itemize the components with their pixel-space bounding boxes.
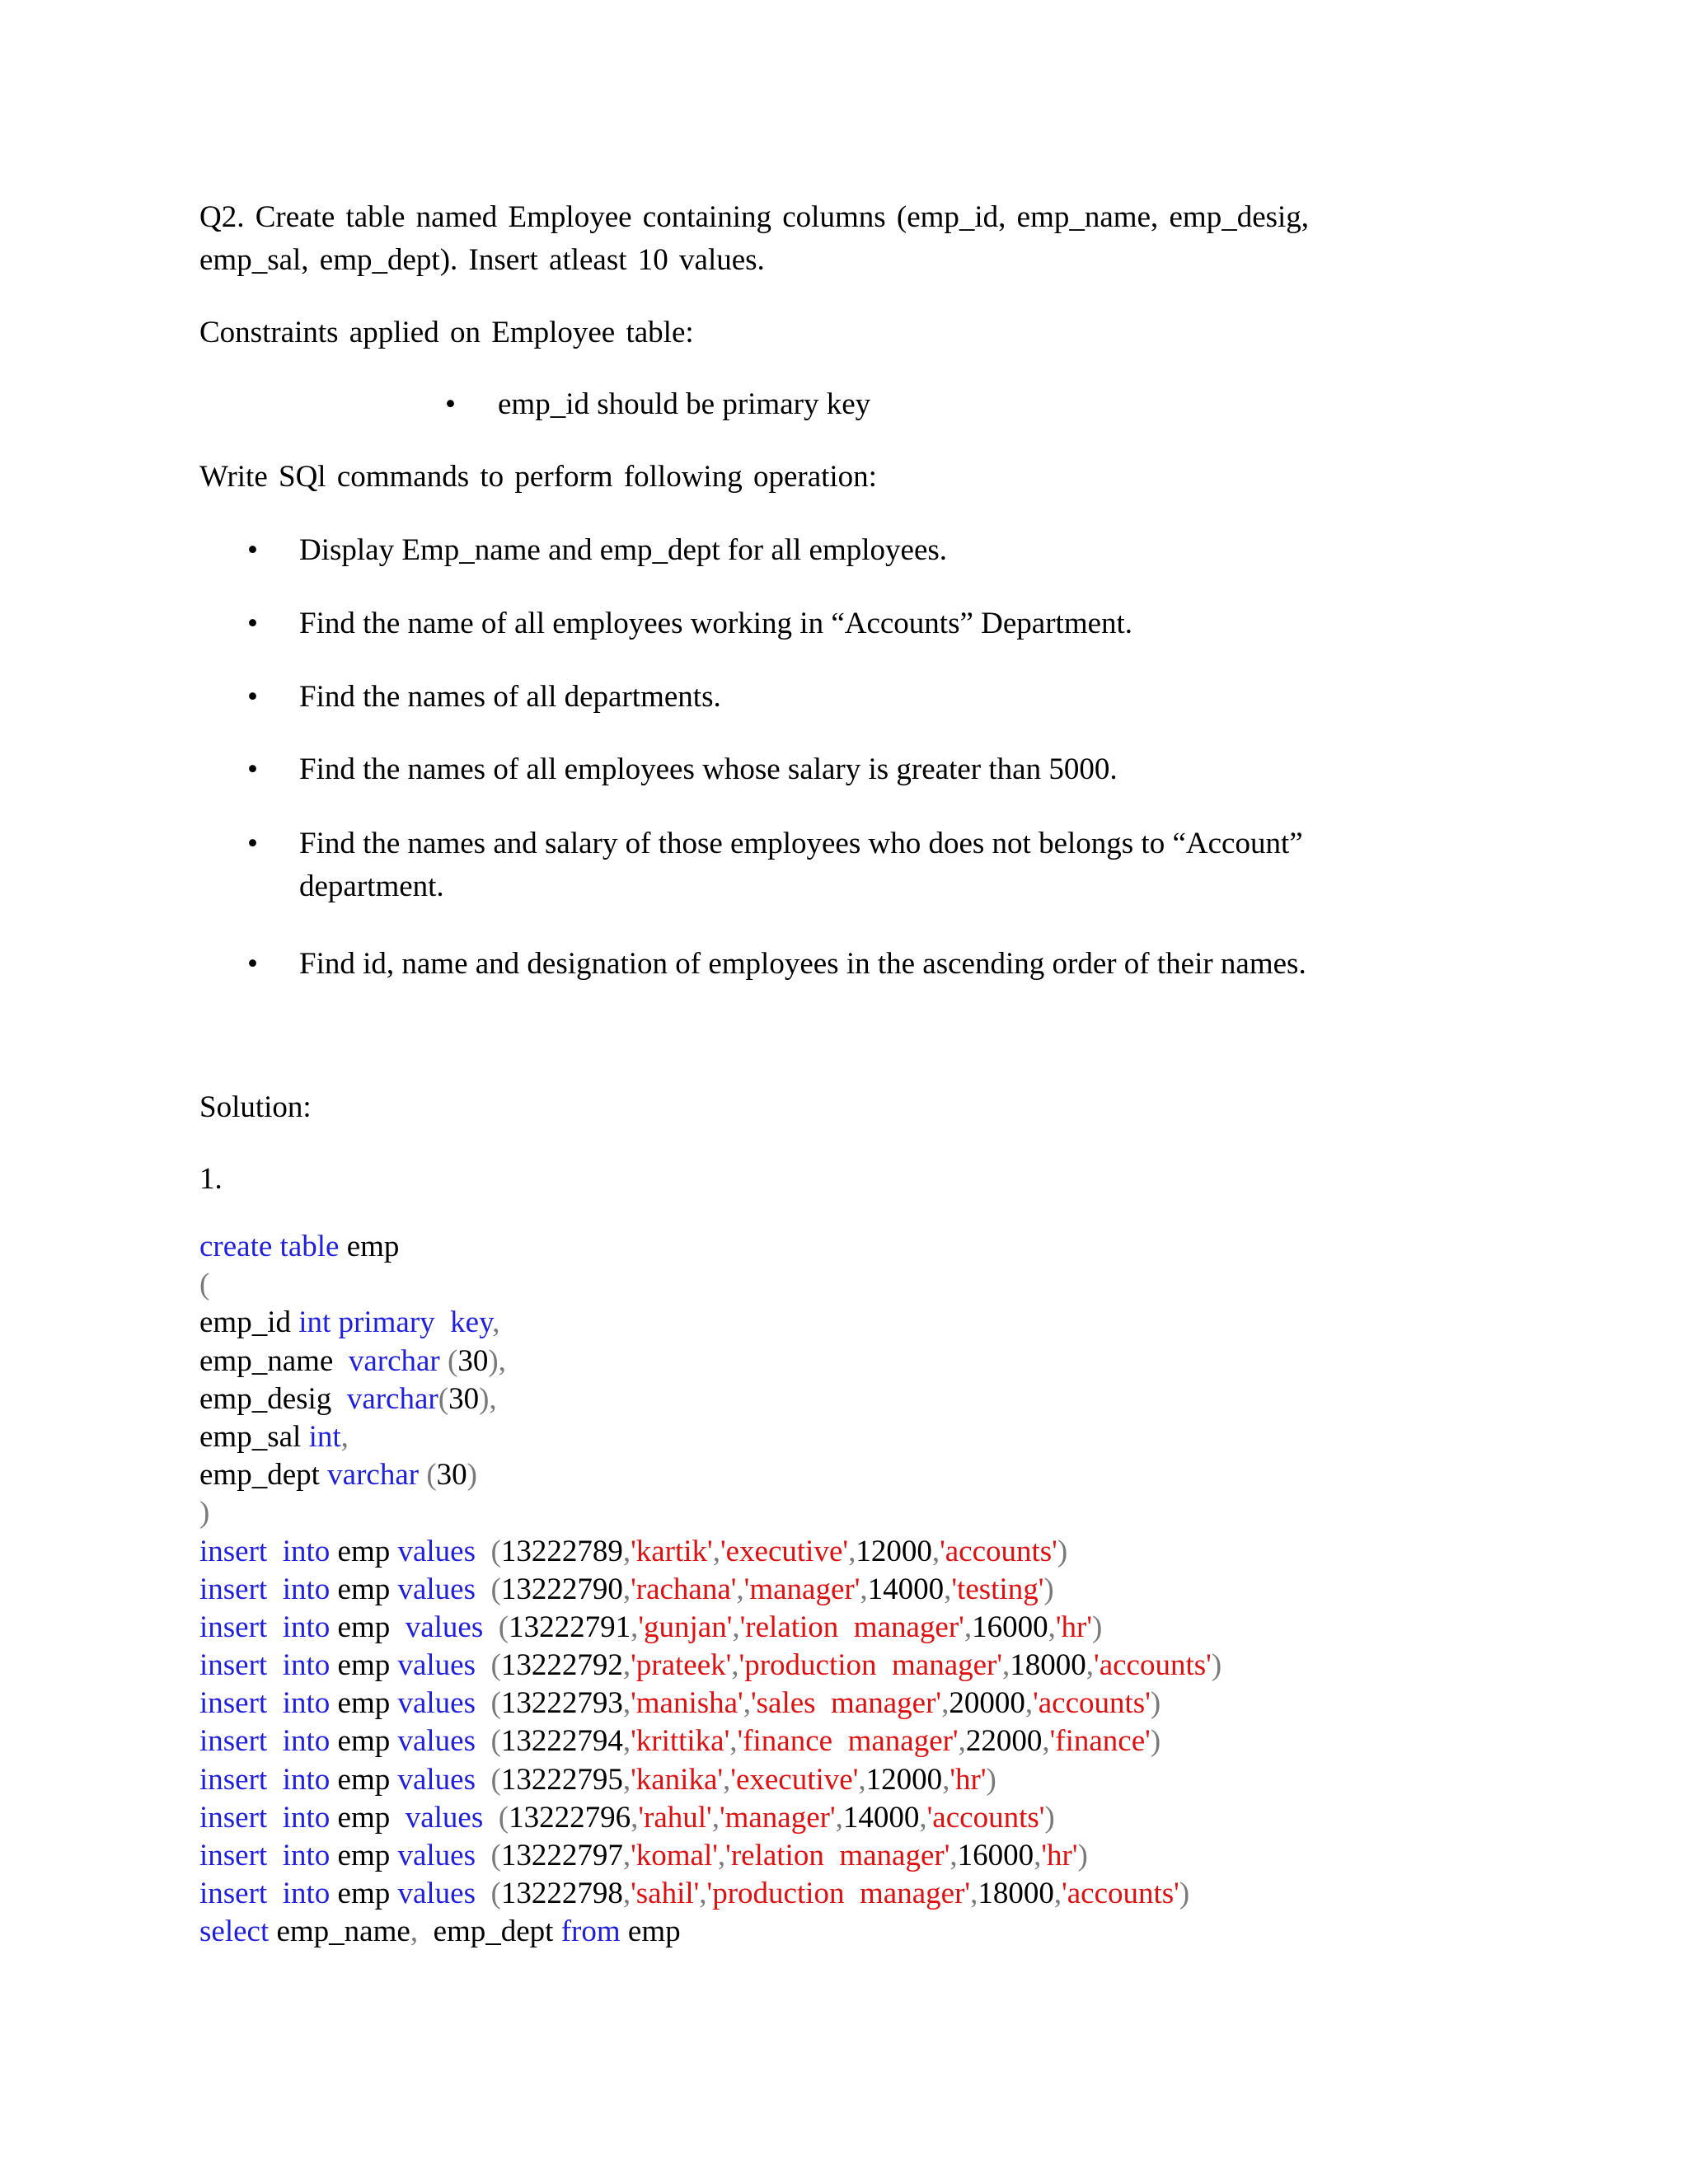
sql-keyword: values (405, 1800, 484, 1835)
sql-punctuation: ( (476, 1534, 501, 1568)
sql-punctuation: ) (986, 1762, 996, 1797)
sql-code-block (199, 1228, 1221, 1952)
sql-punctuation: , (729, 1724, 738, 1759)
sql-keyword: values (397, 1877, 476, 1911)
sql-text: 18000 (1010, 1648, 1086, 1683)
sql-string: 'gunjan' (638, 1610, 733, 1644)
question-title (199, 196, 1419, 282)
sql-string: 'prateek' (631, 1648, 732, 1683)
sql-keyword: values (397, 1686, 476, 1721)
sql-keyword: values (397, 1648, 476, 1683)
code-line (199, 1685, 1221, 1722)
sql-keyword: varchar (346, 1381, 438, 1416)
sql-string: 'manager' (719, 1800, 836, 1835)
sql-keyword: from (560, 1915, 621, 1949)
sql-punctuation: ), (488, 1343, 506, 1378)
sql-keyword: values (397, 1572, 476, 1606)
sql-punctuation: , (1085, 1648, 1095, 1683)
bullet-icon: • (247, 827, 258, 860)
sql-punctuation: , (1002, 1648, 1010, 1683)
solution-heading: Solution: (199, 1090, 312, 1124)
sql-text: 30 (448, 1381, 480, 1416)
sql-text: emp (330, 1800, 406, 1835)
code-line (199, 1799, 1221, 1837)
sql-punctuation: ) (1077, 1839, 1088, 1872)
operation-text: Find id, name and designation of employees in the ascending order of their names. (299, 947, 1306, 981)
sql-punctuation: ( (476, 1686, 501, 1721)
sql-string: 'accounts' (940, 1534, 1057, 1568)
sql-punctuation: ) (1150, 1724, 1161, 1759)
sql-text: 14000 (842, 1800, 920, 1835)
bullet-icon: • (247, 947, 258, 981)
code-line (199, 1837, 1221, 1875)
sql-punctuation: ), (479, 1381, 497, 1416)
bullet-icon: • (247, 607, 258, 640)
sql-punctuation: , (622, 1762, 631, 1797)
sql-punctuation: , (941, 1686, 950, 1721)
sql-text: 14000 (867, 1572, 945, 1606)
sql-text: 13222796 (509, 1800, 631, 1835)
question-title-line-2: emp_sal, emp_dept). Insert atleast 10 values. (199, 243, 765, 277)
sql-punctuation: ( (483, 1610, 509, 1644)
sql-text: 13222791 (509, 1610, 631, 1644)
sql-string: 'hr' (1055, 1610, 1092, 1644)
sql-text: 13222795 (500, 1762, 623, 1797)
sql-punctuation: , (622, 1572, 631, 1606)
sql-punctuation: , (931, 1534, 940, 1568)
sql-text: emp (330, 1648, 398, 1683)
sql-string: 'relation manager' (725, 1839, 950, 1872)
bullet-icon: • (247, 680, 258, 714)
sql-punctuation: ( (476, 1648, 501, 1683)
sql-punctuation: , (622, 1648, 631, 1683)
operation-text: Find the names and salary of those employees who does not belongs to “Account” department. (299, 827, 1303, 903)
code-line (199, 1875, 1221, 1913)
sql-punctuation: , (711, 1800, 720, 1835)
sql-text: emp (620, 1915, 681, 1949)
question-title-line-1: Q2. Create table named Employee containing columns (emp_id, emp_name, emp_desig, (199, 200, 1310, 234)
sql-string: 'komal' (631, 1839, 718, 1872)
code-line (199, 1722, 1221, 1760)
sql-keyword: int (308, 1419, 341, 1454)
sql-punctuation: , (410, 1915, 419, 1949)
sql-punctuation: ) (1044, 1800, 1055, 1835)
sql-punctuation: ( (438, 1381, 449, 1416)
sql-string: 'manager' (743, 1572, 860, 1606)
operation-text: Display Emp_name and emp_dept for all employees. (299, 533, 948, 567)
constraints-heading: Constraints applied on Employee table: (199, 316, 694, 349)
sql-punctuation: ) (1179, 1877, 1190, 1911)
sql-text: 13222798 (500, 1877, 623, 1911)
sql-punctuation: , (860, 1572, 868, 1606)
code-line (199, 1266, 1221, 1304)
sql-punctuation: ( (476, 1724, 501, 1759)
sql-keyword: values (405, 1610, 484, 1644)
sql-text: emp (330, 1762, 398, 1797)
sql-string: 'hr' (950, 1762, 987, 1797)
sql-text: 30 (436, 1458, 467, 1493)
sql-string: 'rachana' (631, 1572, 737, 1606)
sql-string: 'relation manager' (739, 1610, 964, 1644)
sql-punctuation: ) (1092, 1610, 1103, 1644)
sql-text: emp (330, 1610, 406, 1644)
sql-text: emp_sal (199, 1419, 309, 1454)
code-line (199, 1609, 1221, 1647)
sql-punctuation: , (717, 1839, 726, 1872)
sql-keyword: select (199, 1915, 270, 1949)
sql-punctuation: , (622, 1839, 631, 1872)
sql-text: 22000 (965, 1724, 1043, 1759)
sql-text: emp_dept (418, 1915, 561, 1949)
bullet-icon: • (445, 387, 456, 421)
sql-punctuation: ( (476, 1839, 501, 1872)
sql-punctuation: ( (476, 1572, 501, 1606)
sql-string: 'executive' (730, 1762, 859, 1797)
sql-punctuation: , (944, 1572, 952, 1606)
operation-text: Find the names of all departments. (299, 680, 721, 714)
sql-text: emp (330, 1686, 398, 1721)
sql-punctuation: , (858, 1762, 866, 1797)
sql-string: 'rahul' (638, 1800, 712, 1835)
sql-punctuation: , (1034, 1839, 1042, 1872)
sql-keyword: insert into (199, 1877, 331, 1911)
sql-text: emp (330, 1534, 398, 1568)
sql-punctuation: , (835, 1800, 843, 1835)
sql-text: emp_name (199, 1343, 349, 1378)
sql-punctuation: ) (1057, 1534, 1068, 1568)
sql-string: 'krittika' (631, 1724, 730, 1759)
sql-string: 'accounts' (1062, 1877, 1179, 1911)
sql-text: 18000 (978, 1877, 1054, 1911)
sql-text: 30 (457, 1343, 489, 1378)
sql-keyword: values (397, 1762, 476, 1797)
sql-text: 13222793 (500, 1686, 623, 1721)
sql-punctuation: , (712, 1534, 720, 1568)
code-line (199, 1571, 1221, 1609)
sql-punctuation: , (1053, 1877, 1062, 1911)
sql-keyword: insert into (199, 1762, 331, 1797)
sql-string: 'executive' (720, 1534, 849, 1568)
sql-punctuation: , (964, 1610, 973, 1644)
code-line (199, 1380, 1221, 1418)
sql-text: 16000 (972, 1610, 1048, 1644)
sql-keyword: insert into (199, 1534, 331, 1568)
sql-punctuation: ) (199, 1496, 210, 1530)
sql-keyword: values (397, 1839, 476, 1872)
sql-keyword: insert into (199, 1839, 331, 1872)
sql-punctuation: , (723, 1762, 731, 1797)
sql-punctuation: , (958, 1724, 966, 1759)
code-line (199, 1494, 1221, 1532)
sql-punctuation: , (622, 1877, 631, 1911)
sql-string: 'accounts' (926, 1800, 1045, 1835)
sql-punctuation: , (622, 1724, 631, 1759)
sql-string: 'kanika' (631, 1762, 724, 1797)
sql-text: emp (330, 1724, 398, 1759)
code-line (199, 1456, 1221, 1494)
sql-punctuation: , (1042, 1724, 1050, 1759)
sql-punctuation: ( (483, 1800, 509, 1835)
sql-punctuation: , (1048, 1610, 1056, 1644)
sql-string: 'finance' (1049, 1724, 1151, 1759)
sql-punctuation: , (631, 1800, 639, 1835)
sql-string: 'manisha' (631, 1686, 743, 1721)
sql-punctuation: ) (1211, 1648, 1222, 1683)
sql-string: 'production manager' (738, 1648, 1003, 1683)
sql-string: 'accounts' (1033, 1686, 1151, 1721)
sql-text: emp_name (269, 1915, 410, 1949)
operations-heading: Write SQl commands to perform following operation: (199, 460, 877, 494)
sql-text: 20000 (949, 1686, 1025, 1721)
sql-keyword: insert into (199, 1800, 331, 1835)
sql-keyword: create table (199, 1230, 340, 1263)
sql-keyword: int primary key (298, 1305, 493, 1340)
sql-keyword: insert into (199, 1686, 331, 1721)
code-line (199, 1761, 1221, 1799)
code-line (199, 1533, 1221, 1571)
sql-punctuation: ( (419, 1458, 437, 1493)
sql-text: emp (330, 1572, 398, 1606)
sql-text: emp (330, 1877, 398, 1911)
sql-punctuation: ( (476, 1762, 501, 1797)
sql-text: 13222789 (500, 1534, 623, 1568)
sql-text: emp_id (199, 1305, 299, 1340)
sql-punctuation: , (340, 1419, 349, 1454)
sql-text: 12000 (856, 1534, 932, 1568)
sql-text: 13222790 (500, 1572, 623, 1606)
sql-keyword: varchar (348, 1343, 440, 1378)
sql-text: 13222794 (500, 1724, 623, 1759)
sql-string: 'sahil' (631, 1877, 700, 1911)
sql-punctuation: , (743, 1686, 751, 1721)
sql-text: 16000 (957, 1839, 1034, 1872)
sql-punctuation: , (919, 1800, 927, 1835)
sql-punctuation: , (699, 1877, 707, 1911)
sql-keyword: values (397, 1724, 476, 1759)
sql-string: 'hr' (1041, 1839, 1078, 1872)
sql-text: 12000 (865, 1762, 943, 1797)
sql-string: 'sales manager' (750, 1686, 942, 1721)
operation-text: Find the name of all employees working in “Accounts” Department. (299, 607, 1133, 640)
sql-keyword: insert into (199, 1648, 331, 1683)
sql-punctuation: , (1025, 1686, 1034, 1721)
sql-string: 'production manager' (706, 1877, 971, 1911)
sql-punctuation: ) (1150, 1686, 1161, 1721)
sql-keyword: insert into (199, 1572, 331, 1606)
sql-keyword: insert into (199, 1610, 331, 1644)
sql-text: emp (330, 1839, 398, 1872)
sql-punctuation: ( (439, 1343, 458, 1378)
sql-punctuation: ) (467, 1458, 477, 1493)
sql-punctuation: , (622, 1534, 631, 1568)
sql-text: 13222797 (500, 1839, 623, 1872)
sql-punctuation: , (970, 1877, 978, 1911)
code-line (199, 1418, 1221, 1456)
sql-punctuation: , (942, 1762, 950, 1797)
bullet-icon: • (247, 752, 258, 786)
sql-punctuation: , (631, 1610, 639, 1644)
step-number: 1. (199, 1162, 223, 1196)
sql-punctuation: , (736, 1572, 744, 1606)
code-line (199, 1228, 1221, 1266)
code-line (199, 1343, 1221, 1380)
sql-text: emp_dept (199, 1458, 328, 1493)
sql-keyword: insert into (199, 1724, 331, 1759)
sql-punctuation: , (622, 1686, 631, 1721)
operation-text: Find the names of all employees whose salary is greater than 5000. (299, 752, 1118, 786)
code-line (199, 1647, 1221, 1685)
sql-punctuation: ) (1043, 1572, 1054, 1606)
sql-string: 'kartik' (631, 1534, 713, 1568)
sql-punctuation: , (732, 1610, 740, 1644)
sql-keyword: varchar (327, 1458, 420, 1493)
sql-punctuation: , (848, 1534, 856, 1568)
sql-punctuation: ( (476, 1877, 501, 1911)
code-line (199, 1304, 1221, 1342)
bullet-icon: • (247, 533, 258, 567)
sql-punctuation: , (950, 1839, 958, 1872)
sql-text: emp_desig (199, 1381, 347, 1416)
sql-string: 'testing' (951, 1572, 1044, 1606)
sql-string: 'finance manager' (737, 1724, 959, 1759)
sql-keyword: values (397, 1534, 476, 1568)
code-line (199, 1913, 1221, 1951)
constraint-text: emp_id should be primary key (498, 387, 871, 421)
sql-punctuation: , (492, 1305, 500, 1340)
sql-text: 13222792 (500, 1648, 623, 1683)
sql-string: 'accounts' (1094, 1648, 1212, 1683)
sql-punctuation: ( (199, 1268, 210, 1302)
sql-text: emp (339, 1230, 400, 1263)
sql-punctuation: , (731, 1648, 739, 1683)
